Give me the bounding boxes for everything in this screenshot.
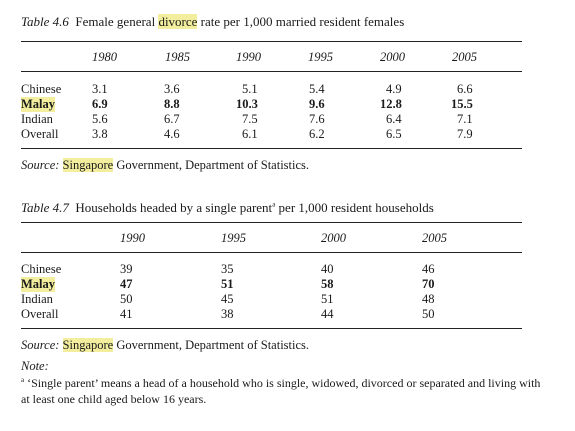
cell-value: 6.2 [309,127,325,141]
note-body-text: ‘Single parent’ means a head of a household who is single, widowed, divorced or separated and living with at least one child aged below 16 years. [21,376,541,406]
cell-value: 12.8 [380,97,402,111]
table-number: Table 4.6 [21,14,69,29]
highlighted-term: divorce [158,14,198,29]
cell-value: 6.5 [386,127,402,141]
source-label: Source: [21,158,60,172]
note-text [21,375,541,407]
year-header: 2005 [452,50,477,64]
cell-value: 7.1 [457,112,473,126]
table-4-7-source [21,338,309,353]
highlighted-term: Singapore [62,158,114,172]
note-title: Note: [21,359,49,373]
cell-value: 51 [321,292,334,306]
table-top-rule [21,41,522,42]
cell-value: 5.6 [92,112,108,126]
cell-value: 6.6 [457,82,473,96]
cell-value: 70 [422,277,435,291]
cell-value: 7.5 [242,112,258,126]
caption-text: Households headed by a single parent [75,200,273,215]
cell-value: 51 [221,277,234,291]
cell-value: 3.8 [92,127,108,141]
year-header: 1980 [92,50,117,64]
row-label: Indian [21,292,53,306]
table-4-7-caption [21,200,434,216]
cell-value: 44 [321,307,334,321]
cell-value: 6.9 [92,97,108,111]
row-label: Malay [21,277,56,291]
cell-value: 7.9 [457,127,473,141]
cell-value: 47 [120,277,133,291]
table-4-6-source [21,158,309,173]
caption-text: Female general [75,14,159,29]
year-header: 1990 [120,231,145,245]
table-bottom-rule [21,328,522,329]
header-rule [21,252,522,253]
year-header: 1995 [308,50,333,64]
cell-value: 58 [321,277,334,291]
highlighted-term: Singapore [62,338,114,352]
row-label: Indian [21,112,53,126]
row-label: Chinese [21,82,62,96]
table-bottom-rule [21,148,522,149]
year-header: 2005 [422,231,447,245]
header-rule [21,71,522,72]
cell-value: 8.8 [164,97,180,111]
cell-value: 6.7 [164,112,180,126]
cell-value: 6.4 [386,112,402,126]
cell-value: 10.3 [236,97,258,111]
footnote-marker: a [272,200,276,209]
cell-value: 4.6 [164,127,180,141]
cell-value: 50 [422,307,435,321]
year-header: 2000 [380,50,405,64]
cell-value: 9.6 [309,97,325,111]
footnote-marker: a [21,376,25,384]
row-label: Overall [21,127,59,141]
source-text: Government, Department of Statistics. [113,158,310,172]
table-top-rule [21,222,522,223]
cell-value: 6.1 [242,127,258,141]
year-header: 1995 [221,231,246,245]
year-header: 2000 [321,231,346,245]
year-header: 1985 [165,50,190,64]
table-4-6-caption [21,14,404,30]
row-label: Chinese [21,262,62,276]
cell-value: 4.9 [386,82,402,96]
source-label: Source: [21,338,60,352]
row-label: Malay [21,97,56,111]
cell-value: 3.6 [164,82,180,96]
row-label: Overall [21,307,59,321]
cell-value: 38 [221,307,234,321]
caption-text: rate per 1,000 married resident females [197,14,405,29]
cell-value: 40 [321,262,334,276]
table-number: Table 4.7 [21,200,69,215]
cell-value: 48 [422,292,435,306]
source-text: Government, Department of Statistics. [113,338,310,352]
cell-value: 15.5 [451,97,473,111]
cell-value: 39 [120,262,133,276]
cell-value: 35 [221,262,234,276]
cell-value: 3.1 [92,82,108,96]
cell-value: 5.4 [309,82,325,96]
caption-text: per 1,000 resident households [275,200,434,215]
cell-value: 5.1 [242,82,258,96]
cell-value: 7.6 [309,112,325,126]
cell-value: 45 [221,292,234,306]
year-header: 1990 [236,50,261,64]
cell-value: 41 [120,307,133,321]
cell-value: 50 [120,292,133,306]
cell-value: 46 [422,262,435,276]
